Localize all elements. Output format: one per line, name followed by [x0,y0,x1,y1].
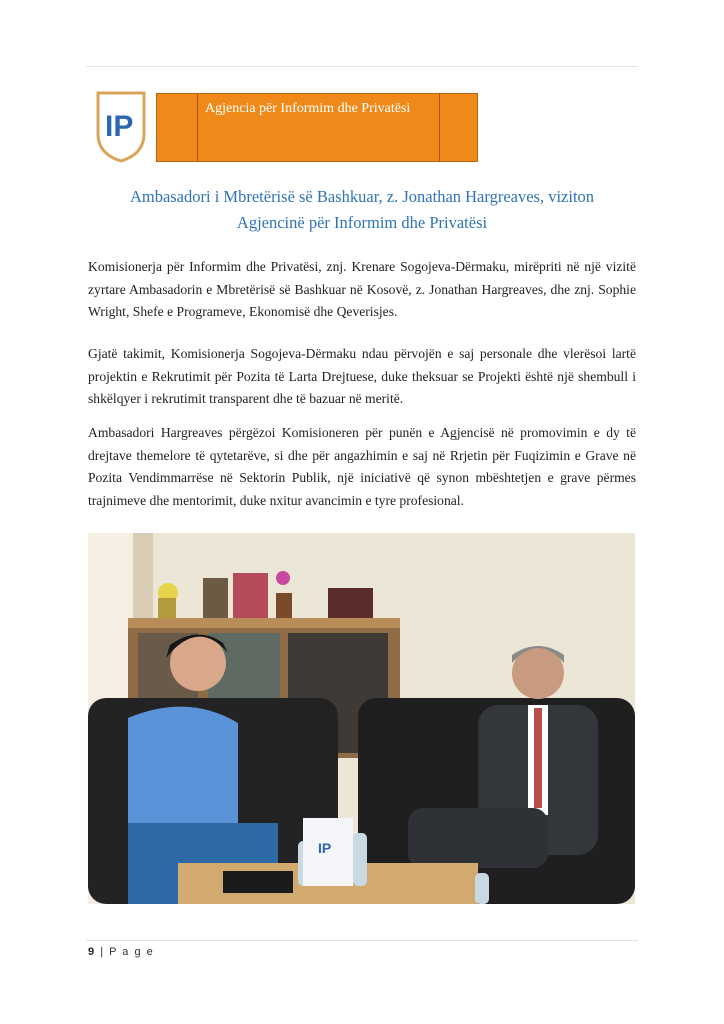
footer-rule [86,940,638,941]
banner-divider-left [197,94,198,161]
page-number: 9 [88,946,96,958]
banner-title: Agjencia për Informim dhe Privatësi [205,101,411,116]
article-title-line-2: Agjencinë për Informim dhe Privatësi [236,213,488,232]
page-footer [88,946,154,958]
photo-sign-logo: IP [318,840,332,856]
header-rule [86,66,638,67]
banner-divider-right [439,94,440,161]
article-title-line-1: Ambasadori i Mbretërisë së Bashkuar, z. Jonathan Hargreaves, viziton [129,187,595,206]
paragraph-1: Komisionerja për Informim dhe Privatësi, znj. Krenare Sogojeva-Dërmaku, mirëpriti në një vizitë zyrtare Ambasadorin e Mbretërisë së Bashkuar në Kosovë, z. Jonathan Hargreaves, dhe znj. Sophie Wright, Shefe e Programeve, Ekonomisë dhe Qeverisjes. [88,259,636,319]
article-title [86,184,638,236]
logo-text: IP [105,110,134,143]
page-label: | P a g e [100,946,155,958]
paragraph-2: Gjatë takimit, Komisionerja Sogojeva-Dërmaku ndau përvojën e saj personale dhe vlerësoi lartë projektin e Rekrutimit për Pozita të Larta Drejtuese, duke theksuar se Projekti është një shembull i shkëlqyer i rekrutimit transparent dhe të bazuar në meritë. [88,346,636,406]
paragraph-3: Ambasadori Hargreaves përgëzoi Komisioneren për punën e Agjencisë në promovimin e dy të drejtave themelore të qytetarëve, si dhe për angazhimin e saj në Rrjetin për Fuqizimin e Grave në Pozita Vendimmarrëse në Sektorin Publik, një iniciativë që synon mbështetjen e grave përmes trajnimeve dhe mentorimit, duke nxitur avancimin e tyre profesional. [88,425,636,508]
meeting-photo [88,533,635,904]
agency-logo [94,90,148,164]
header-banner [156,93,478,162]
